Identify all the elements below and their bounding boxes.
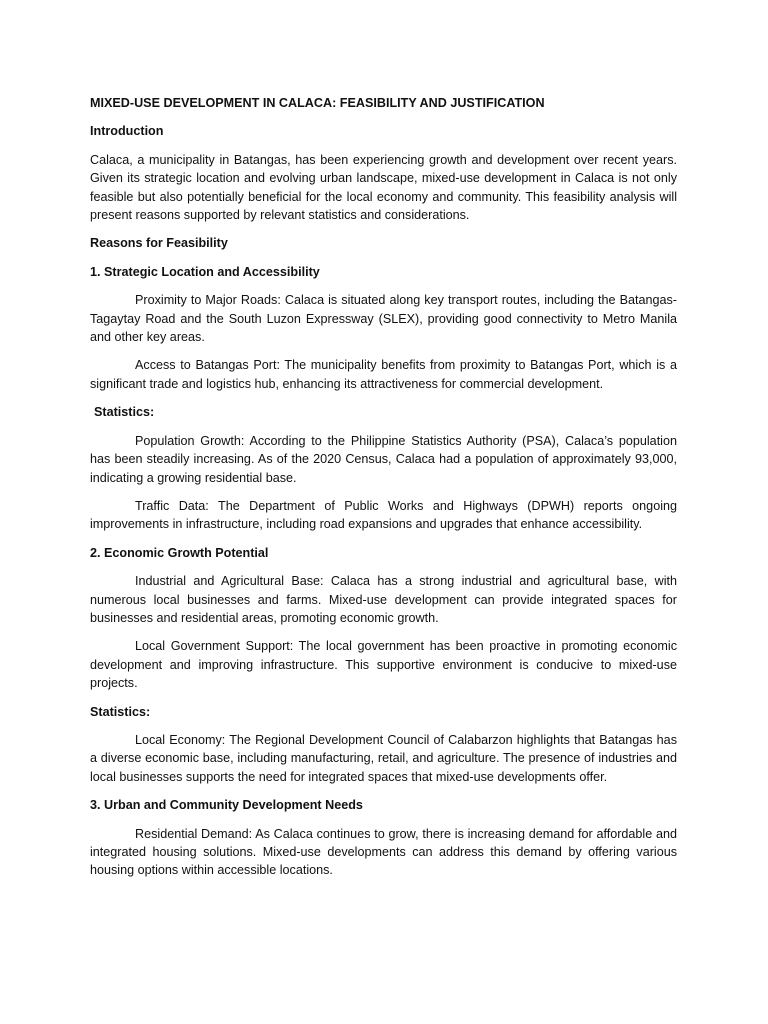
introduction-heading: Introduction [90,124,164,139]
section-2-heading: 2. Economic Growth Potential [90,545,269,560]
section-2-paragraph-industrial: Industrial and Agricultural Base: Calaca has a strong industrial and agricultural base, with numerous local businesses and farms. Mixed-use development can provide integrated spaces for businesses and residential areas, promoting economic growth. [90,574,677,625]
section-2-statistic-economy: Local Economy: The Regional Development Council of Calabarzon highlights that Batangas has a diverse economic base, including manufacturing, retail, and agriculture. The presence of industries and local businesses supports the need for integrated spaces that mixed-use developments offer. [90,732,677,784]
section-1-statistic-population: Population Growth: According to the Philippine Statistics Authority (PSA), Calaca’s population has been steadily increasing. As of the 2020 Census, Calaca had a population of approximately 93,000, indicating a growing residential base. [90,433,677,485]
introduction-paragraph: Calaca, a municipality in Batangas, has been experiencing growth and development over recent years. Given its strategic location and evolving urban landscape, mixed-use development in Calaca is not only feasible but also potentially beneficial for the local economy and community. This feasibility analysis will present reasons supported by relevant statistics and considerations. [90,152,677,223]
section-1-heading: 1. Strategic Location and Accessibility [90,264,320,279]
section-1-statistic-traffic: Traffic Data: The Department of Public Works and Highways (DPWH) reports ongoing improvements in infrastructure, including road expansions and upgrades that enhance accessibility. [90,498,677,532]
section-3-heading: 3. Urban and Community Development Needs [90,798,363,813]
section-1-statistics-heading: Statistics: [94,405,155,420]
section-2-statistics-heading: Statistics: [90,704,151,719]
section-1-paragraph-roads: Proximity to Major Roads: Calaca is situated along key transport routes, including the Batangas-Tagaytay Road and the South Luzon Expressway (SLEX), providing good connectivity to Metro Manila and other key areas. [90,293,677,345]
section-3-paragraph-residential: Residential Demand: As Calaca continues to grow, there is increasing demand for affordable and integrated housing solutions. Mixed-use developments can address this demand by offering various housing options within accessible locations. [90,826,677,878]
document-page [90,94,677,890]
section-2-paragraph-government: Local Government Support: The local government has been proactive in promoting economic development and improving infrastructure. This supportive environment is conducive to mixed-use projects. [90,639,677,691]
document-title: MIXED-USE DEVELOPMENT IN CALACA: FEASIBILITY AND JUSTIFICATION [90,96,545,110]
section-1-paragraph-port: Access to Batangas Port: The municipality benefits from proximity to Batangas Port, which is a significant trade and logistics hub, enhancing its attractiveness for commercial development. [90,358,677,391]
reasons-heading: Reasons for Feasibility [90,236,228,251]
